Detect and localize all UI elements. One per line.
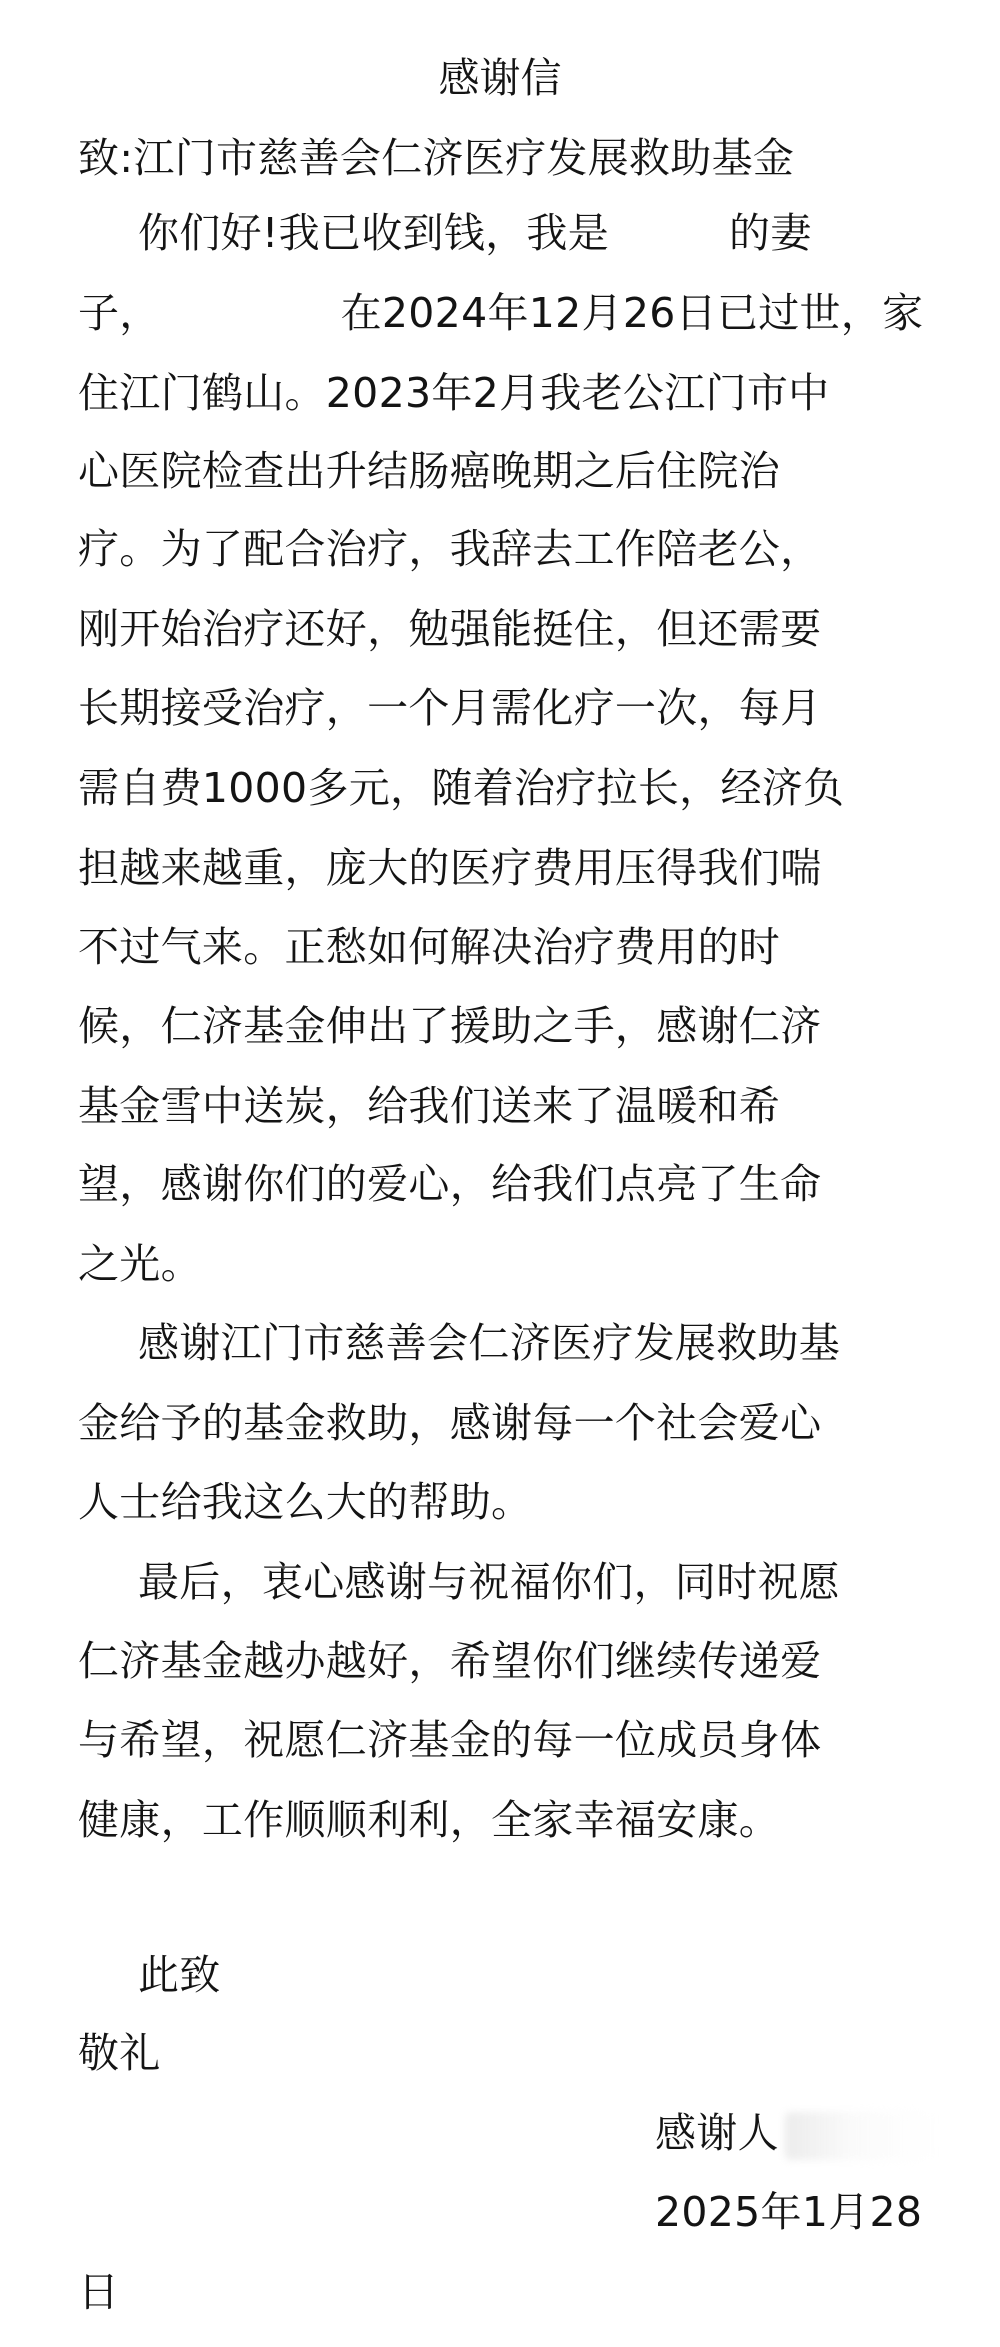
para1-line10: 不过气来。正愁如何解决治疗费用的时 bbox=[78, 923, 781, 971]
para1-line9: 担越来越重，庞大的医疗费用压得我们喘 bbox=[78, 844, 822, 892]
para3-line1: 最后，衷心感谢与祝福你们，同时祝愿 bbox=[138, 1558, 841, 1606]
para1-line5: 疗。为了配合治疗，我辞去工作陪老公， bbox=[78, 525, 822, 573]
para1-line2-text-b: 在2024年12月26日已过世，家 bbox=[340, 289, 924, 337]
para1-line14: 之光。 bbox=[78, 1240, 202, 1288]
signature-line bbox=[655, 2103, 935, 2163]
para2-line3: 人士给我这么大的帮助。 bbox=[78, 1478, 533, 1526]
redacted-name-2 bbox=[161, 296, 341, 336]
signature-label: 感谢人 bbox=[655, 2109, 779, 2157]
para1-line6: 刚开始治疗还好，勉强能挺住，但还需要 bbox=[78, 605, 822, 653]
para1-line8: 需自费1000多元，随着治疗拉长，经济负 bbox=[78, 764, 845, 812]
redacted-signature bbox=[785, 2112, 935, 2160]
recipient-line: 致:江门市慈善会仁济医疗发展救助基金 bbox=[78, 134, 795, 182]
para1-line12: 基金雪中送炭，给我们送来了温暖和希 bbox=[78, 1082, 781, 1130]
para1-line1 bbox=[138, 203, 812, 263]
para1-line1-text-b: 的妻 bbox=[729, 209, 812, 257]
para2-line1: 感谢江门市慈善会仁济医疗发展救助基 bbox=[138, 1319, 841, 1367]
letter-title: 感谢信 bbox=[438, 54, 562, 102]
para1-line13: 望，感谢你们的爱心，给我们点亮了生命 bbox=[78, 1160, 822, 1208]
para2-line2: 金给予的基金救助，感谢每一个社会爱心 bbox=[78, 1399, 822, 1447]
para1-line7: 长期接受治疗，一个月需化疗一次，每月 bbox=[78, 684, 822, 732]
closing-cizhi: 此致 bbox=[138, 1951, 221, 1999]
para1-line11: 候，仁济基金伸出了援助之手，感谢仁济 bbox=[78, 1002, 822, 1050]
para1-line2-text-a: 子， bbox=[78, 289, 161, 337]
para1-line3: 住江门鹤山。2023年2月我老公江门市中 bbox=[78, 369, 830, 417]
para3-line4: 健康，工作顺顺利利，全家幸福安康。 bbox=[78, 1796, 781, 1844]
closing-jingli: 敬礼 bbox=[78, 2029, 161, 2077]
para3-line2: 仁济基金越办越好，希望你们继续传递爱 bbox=[78, 1637, 822, 1685]
date-end: 日 bbox=[78, 2268, 120, 2316]
para1-line1-text-a: 你们好!我已收到钱，我是 bbox=[138, 209, 610, 257]
para3-line3: 与希望，祝愿仁济基金的每一位成员身体 bbox=[78, 1716, 822, 1764]
date-line: 2025年1月28 bbox=[655, 2188, 923, 2236]
para1-line2 bbox=[78, 283, 923, 343]
redacted-name-1 bbox=[609, 216, 729, 256]
para1-line4: 心医院检查出升结肠癌晚期之后住院治 bbox=[78, 447, 781, 495]
